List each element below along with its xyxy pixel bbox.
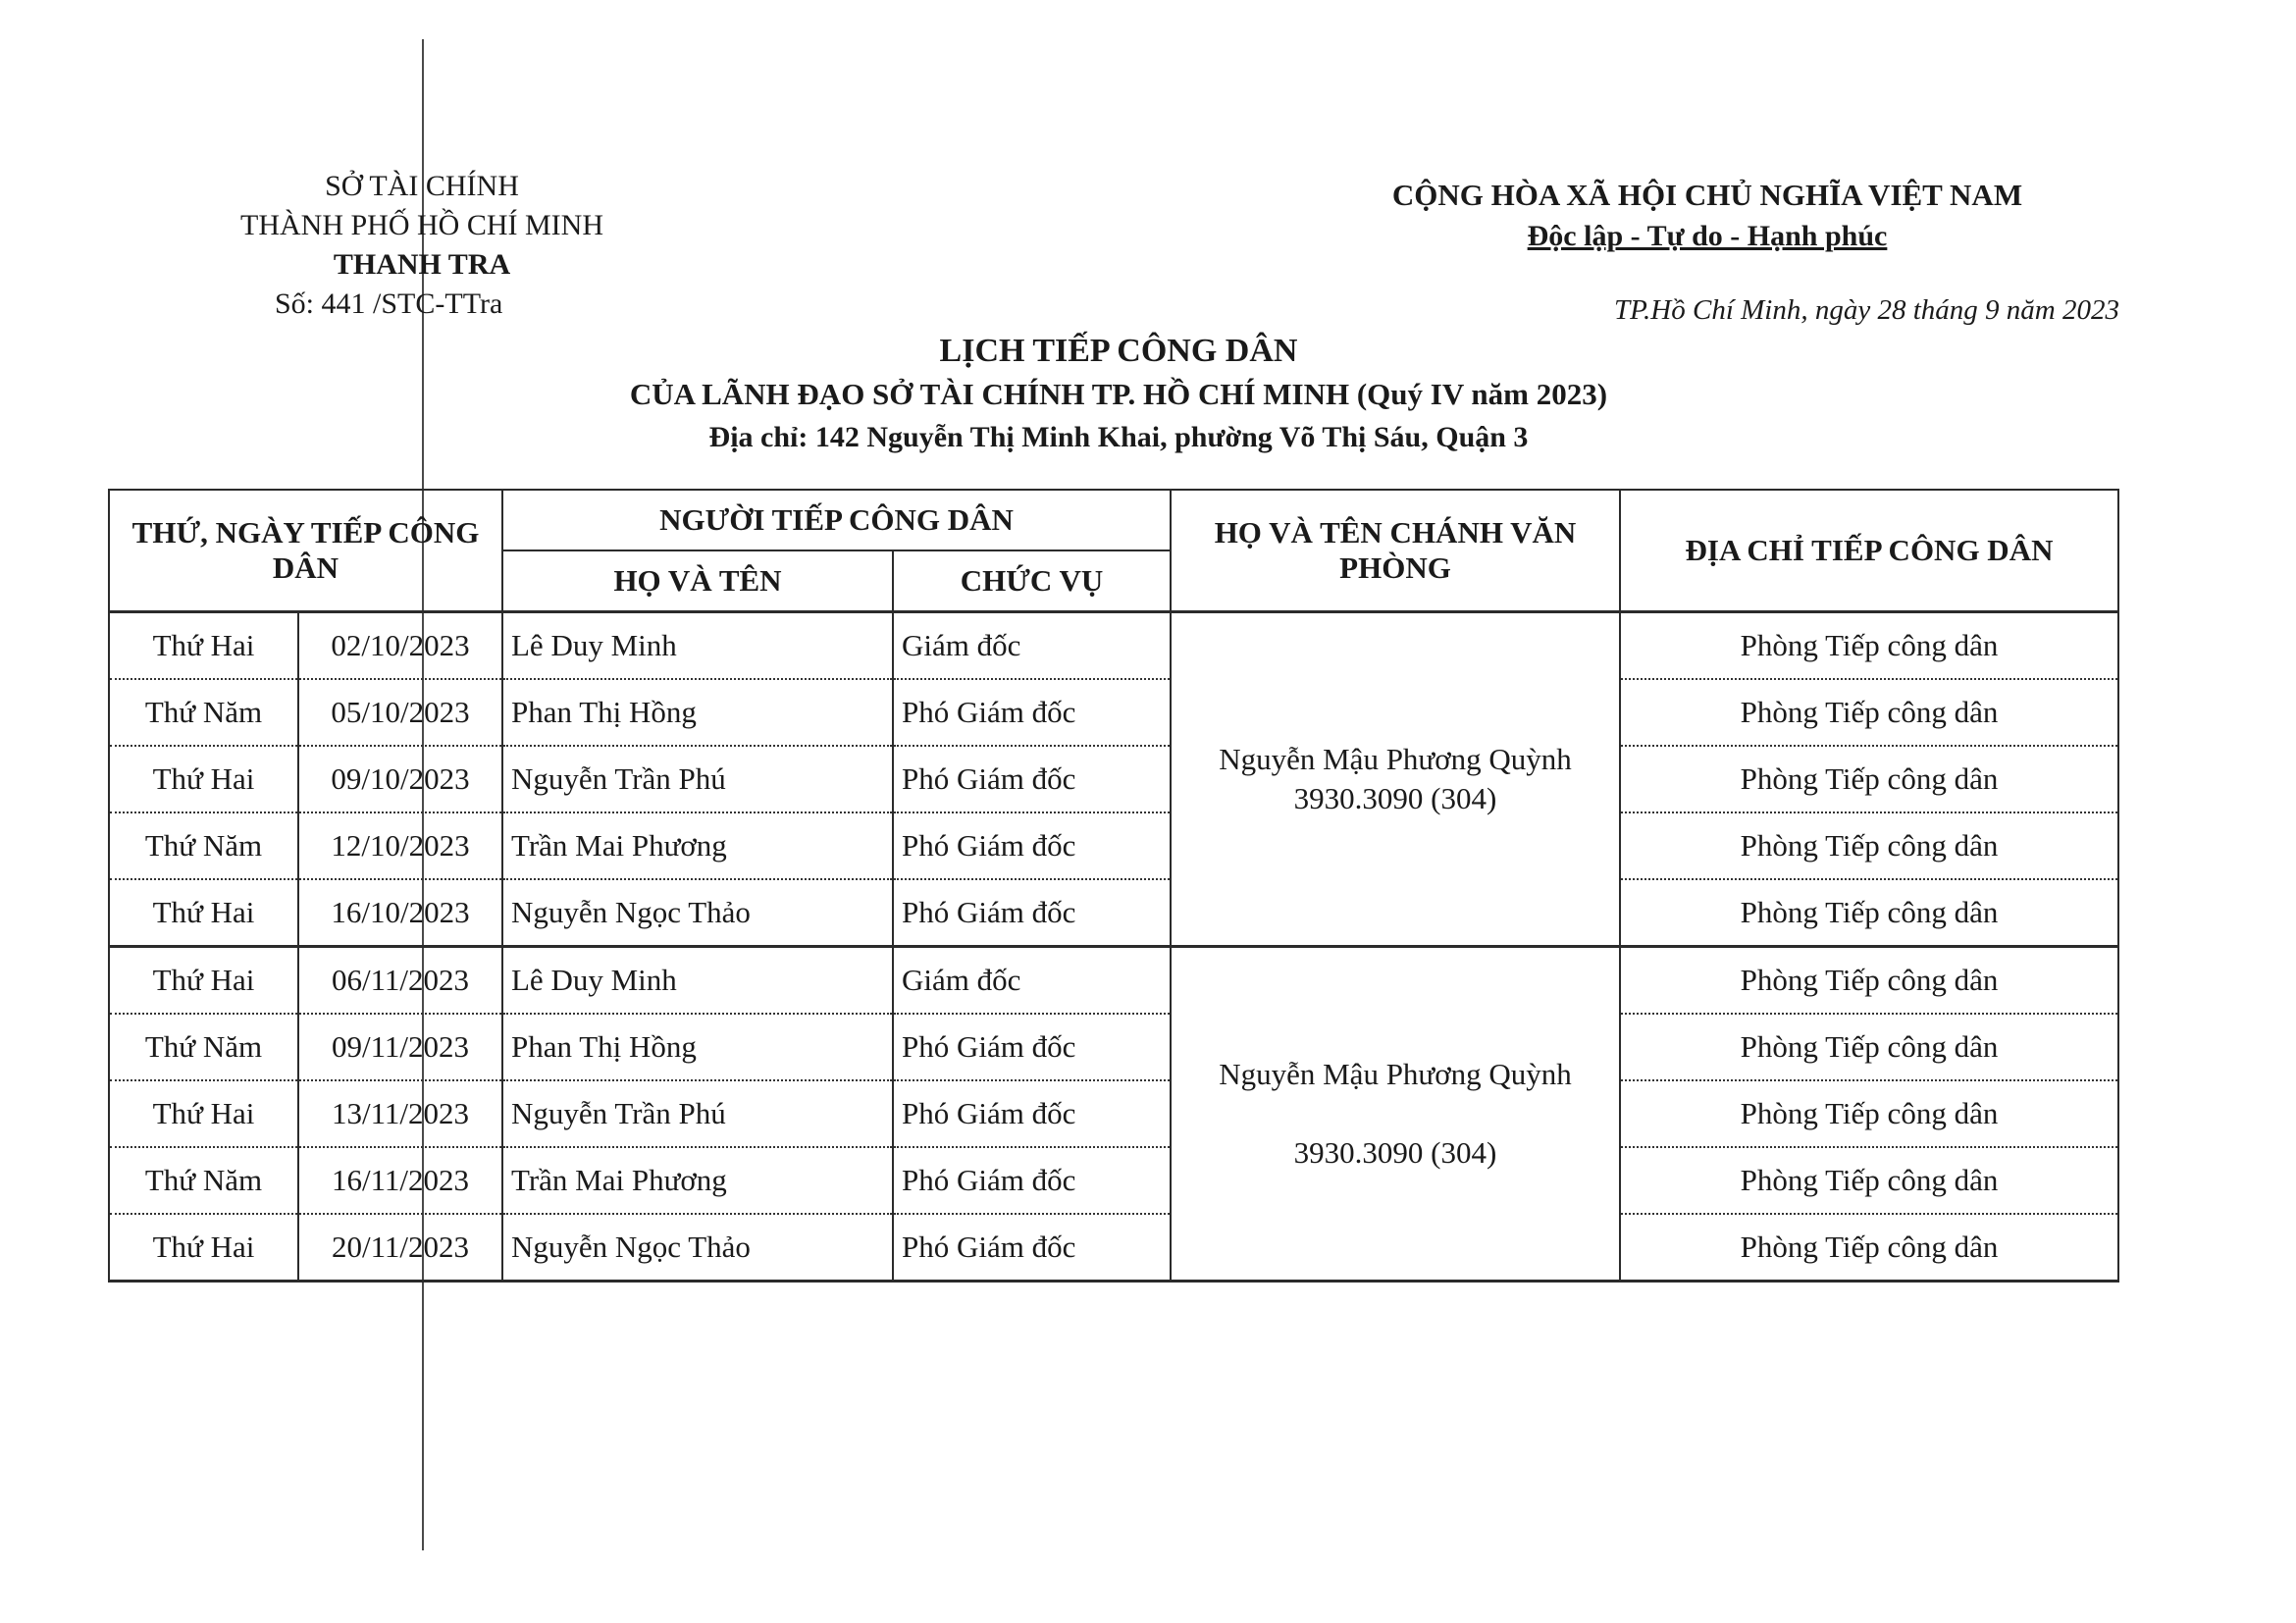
- cell-date: 13/11/2023: [298, 1080, 502, 1147]
- cell-location: Phòng Tiếp công dân: [1620, 1080, 2118, 1147]
- table-row: [109, 1080, 2118, 1147]
- cell-name: Lê Duy Minh: [502, 947, 893, 1015]
- cell-position: Phó Giám đốc: [893, 679, 1171, 746]
- cell-chief: [1171, 612, 1620, 947]
- header-receiver-group: NGƯỜI TIẾP CÔNG DÂN: [502, 490, 1171, 550]
- cell-name: Nguyễn Ngọc Thảo: [502, 879, 893, 947]
- table-row: [109, 1147, 2118, 1214]
- cell-position: Phó Giám đốc: [893, 879, 1171, 947]
- cell-day: Thứ Hai: [109, 746, 298, 812]
- table-row: [109, 1014, 2118, 1080]
- cell-day: Thứ Năm: [109, 1014, 298, 1080]
- cell-name: Trần Mai Phương: [502, 812, 893, 879]
- cell-name: Lê Duy Minh: [502, 612, 893, 680]
- cell-position: Phó Giám đốc: [893, 812, 1171, 879]
- table-row: [109, 947, 2118, 1015]
- cell-location: Phòng Tiếp công dân: [1620, 879, 2118, 947]
- national-motto: Độc lập - Tự do - Hạnh phúc: [1527, 220, 1888, 252]
- cell-location: Phòng Tiếp công dân: [1620, 612, 2118, 680]
- cell-day: Thứ Hai: [109, 879, 298, 947]
- cell-position: Giám đốc: [893, 612, 1171, 680]
- agency-name: SỞ TÀI CHÍNH: [325, 170, 519, 202]
- title-line-2: CỦA LÃNH ĐẠO SỞ TÀI CHÍNH TP. HỒ CHÍ MINH (Quý IV năm 2023): [629, 377, 1608, 411]
- table-row: [109, 679, 2118, 746]
- department-name: THANH TRA: [333, 248, 511, 281]
- table-row: [109, 612, 2118, 680]
- table-row: [109, 879, 2118, 947]
- cell-day: Thứ Hai: [109, 947, 298, 1015]
- cell-position: Phó Giám đốc: [893, 1080, 1171, 1147]
- chief-phone: 3930.3090 (304): [1293, 1135, 1497, 1170]
- header-location: ĐỊA CHỈ TIẾP CÔNG DÂN: [1620, 490, 2118, 612]
- cell-name: Trần Mai Phương: [502, 1147, 893, 1214]
- cell-location: Phòng Tiếp công dân: [1620, 746, 2118, 812]
- cell-position: Giám đốc: [893, 947, 1171, 1015]
- cell-date: 09/11/2023: [298, 1014, 502, 1080]
- chief-name: Nguyễn Mậu Phương Quỳnh: [1219, 742, 1572, 776]
- header-chief: HỌ VÀ TÊN CHÁNH VĂN PHÒNG: [1171, 490, 1620, 612]
- cell-position: Phó Giám đốc: [893, 746, 1171, 812]
- cell-location: Phòng Tiếp công dân: [1620, 1014, 2118, 1080]
- issuer-header: [196, 167, 648, 324]
- cell-location: Phòng Tiếp công dân: [1620, 947, 2118, 1015]
- cell-position: Phó Giám đốc: [893, 1214, 1171, 1282]
- cell-location: Phòng Tiếp công dân: [1620, 812, 2118, 879]
- cell-day: Thứ Hai: [109, 1080, 298, 1147]
- cell-name: Nguyễn Ngọc Thảo: [502, 1214, 893, 1282]
- cell-name: Phan Thị Hồng: [502, 1014, 893, 1080]
- cell-date: 05/10/2023: [298, 679, 502, 746]
- city-name: THÀNH PHỐ HỒ CHÍ MINH: [240, 209, 603, 241]
- cell-day: Thứ Năm: [109, 1147, 298, 1214]
- cell-date: 16/10/2023: [298, 879, 502, 947]
- header-position: CHỨC VỤ: [893, 550, 1171, 612]
- table-row: [109, 746, 2118, 812]
- cell-day: Thứ Hai: [109, 1214, 298, 1282]
- cell-day: Thứ Năm: [109, 679, 298, 746]
- chief-spacer: [1179, 1094, 1611, 1133]
- header-day-date: THỨ, NGÀY TIẾP CÔNG DÂN: [109, 490, 502, 612]
- cell-date: 09/10/2023: [298, 746, 502, 812]
- title-line-1: LỊCH TIẾP CÔNG DÂN: [939, 333, 1298, 369]
- cell-day: Thứ Năm: [109, 812, 298, 879]
- cell-date: 06/11/2023: [298, 947, 502, 1015]
- cell-location: Phòng Tiếp công dân: [1620, 679, 2118, 746]
- cell-position: Phó Giám đốc: [893, 1147, 1171, 1214]
- cell-position: Phó Giám đốc: [893, 1014, 1171, 1080]
- table-row: [109, 1214, 2118, 1282]
- document-number: Số: 441 /STC-TTra: [275, 288, 503, 320]
- chief-phone: 3930.3090 (304): [1293, 781, 1497, 815]
- issue-date: TP.Hồ Chí Minh, ngày 28 tháng 9 năm 2023: [1613, 294, 2119, 326]
- cell-location: Phòng Tiếp công dân: [1620, 1147, 2118, 1214]
- chief-name: Nguyễn Mậu Phương Quỳnh: [1219, 1057, 1572, 1091]
- address-line: Địa chỉ: 142 Nguyễn Thị Minh Khai, phường Võ Thị Sáu, Quận 3: [708, 421, 1529, 453]
- cell-date: 16/11/2023: [298, 1147, 502, 1214]
- cell-chief: [1171, 947, 1620, 1282]
- schedule-table: [108, 489, 2119, 1283]
- document-title: [412, 330, 1825, 459]
- cell-name: Phan Thị Hồng: [502, 679, 893, 746]
- table-row: [109, 812, 2118, 879]
- cell-name: Nguyễn Trần Phú: [502, 1080, 893, 1147]
- header-name: HỌ VÀ TÊN: [502, 550, 893, 612]
- nation-name: CỘNG HÒA XÃ HỘI CHỦ NGHĨA VIỆT NAM: [1391, 178, 2023, 212]
- cell-name: Nguyễn Trần Phú: [502, 746, 893, 812]
- cell-date: 20/11/2023: [298, 1214, 502, 1282]
- cell-date: 02/10/2023: [298, 612, 502, 680]
- cell-location: Phòng Tiếp công dân: [1620, 1214, 2118, 1282]
- national-header: [1305, 175, 2110, 257]
- cell-date: 12/10/2023: [298, 812, 502, 879]
- cell-day: Thứ Hai: [109, 612, 298, 680]
